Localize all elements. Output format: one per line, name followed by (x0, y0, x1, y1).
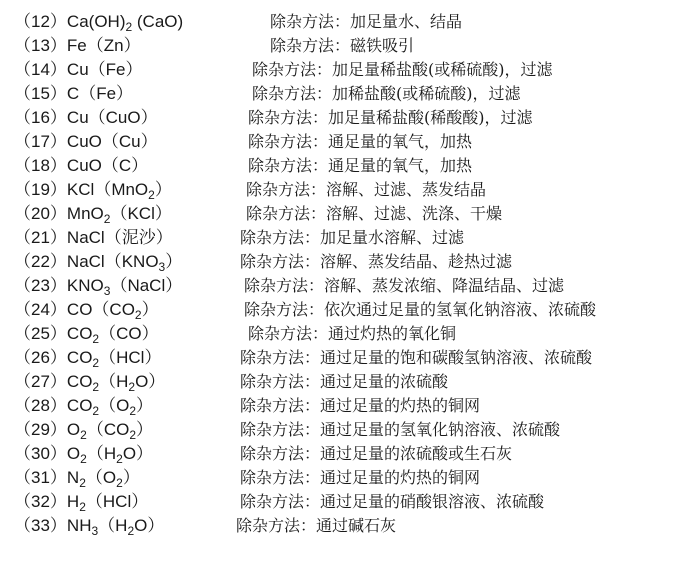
list-item (0, 346, 700, 370)
item-number: （28） (14, 396, 67, 415)
formula-text: （H (86, 444, 117, 463)
item-number: （14） (14, 60, 67, 79)
formula-text: Fe（Zn） (66, 36, 141, 55)
substance-label (14, 250, 182, 275)
formula-text: （O (85, 468, 117, 487)
list-item (0, 10, 700, 34)
subscript: 3 (91, 524, 99, 538)
removal-method: 除杂方法：溶解、过滤、洗涤、干燥 (246, 204, 503, 223)
removal-method: 除杂方法：通过碱石灰 (236, 516, 397, 535)
subscript: 2 (128, 380, 136, 394)
removal-method: 除杂方法：磁铁吸引 (270, 36, 415, 55)
list-item (0, 130, 700, 154)
item-number: （30） (14, 444, 67, 463)
subscript: 2 (125, 20, 133, 34)
formula-text: （NaCl） (110, 276, 183, 295)
formula-text: CuO（Cu） (66, 132, 158, 151)
substance-label (14, 394, 153, 419)
formula-text: Cu（Fe） (66, 60, 143, 79)
item-number: （26） (14, 348, 67, 367)
subscript: 2 (116, 476, 123, 490)
removal-method: 除杂方法：溶解、过滤、蒸发结晶 (246, 180, 487, 199)
substance-label (14, 154, 148, 178)
substance-label (14, 442, 153, 467)
substance-label (14, 466, 140, 491)
item-number: （18） (14, 156, 67, 175)
substance-label (14, 202, 172, 227)
removal-method: 除杂方法：通过足量的饱和碳酸氢钠溶液、浓硫酸 (240, 348, 593, 367)
formula-text: （CO (86, 420, 130, 439)
removal-method: 除杂方法：通足量的氧气，加热 (248, 132, 473, 151)
list-item (0, 58, 700, 82)
substance-label (14, 130, 158, 154)
substance-label (14, 274, 182, 299)
formula-text: (CaO) (132, 12, 184, 31)
formula-text: O (66, 420, 81, 439)
substance-label (14, 346, 161, 371)
formula-text: CO (66, 372, 93, 391)
list-item (0, 490, 700, 514)
subscript: 2 (103, 212, 111, 226)
item-number: （22） (14, 252, 67, 271)
substance-label (14, 322, 159, 347)
list-item (0, 34, 700, 58)
formula-text: CO（CO (66, 300, 135, 319)
removal-method: 除杂方法：加足量水溶解、过滤 (240, 228, 465, 247)
removal-method: 除杂方法：加足量稀盐酸(或稀硫酸)，过滤 (252, 60, 553, 79)
substance-label (14, 418, 153, 443)
subscript: 2 (79, 476, 86, 490)
list-item (0, 226, 700, 250)
item-number: （29） (14, 420, 67, 439)
substance-label (14, 10, 183, 35)
formula-text: NaCl（KNO (66, 252, 159, 271)
removal-method: 除杂方法：溶解、蒸发结晶、趁热过滤 (240, 252, 513, 271)
formula-text: （CO） (99, 324, 159, 343)
formula-text: ） (122, 468, 140, 487)
formula-text: ） (154, 180, 172, 199)
list-item (0, 106, 700, 130)
substance-label (14, 34, 141, 58)
removal-method: 除杂方法：通过足量的浓硫酸 (240, 372, 449, 391)
subscript: 3 (103, 284, 111, 298)
formula-text: ） (136, 396, 154, 415)
formula-text: KCl（MnO (66, 180, 149, 199)
substance-label (14, 226, 173, 250)
formula-text: N (66, 468, 80, 487)
subscript: 2 (116, 452, 123, 466)
list-item (0, 394, 700, 418)
item-number: （13） (14, 36, 67, 55)
formula-text: O） (134, 516, 165, 535)
list-item (0, 442, 700, 466)
substance-label (14, 106, 158, 130)
subscript: 2 (129, 428, 137, 442)
formula-text: NH (66, 516, 92, 535)
removal-method: 除杂方法：依次通过足量的氢氧化钠溶液、浓硫酸 (244, 300, 597, 319)
list-item (0, 154, 700, 178)
item-number: （31） (14, 468, 67, 487)
list-item (0, 250, 700, 274)
item-number: （20） (14, 204, 67, 223)
substance-label (14, 58, 143, 82)
subscript: 3 (158, 260, 166, 274)
item-number: （16） (14, 108, 67, 127)
item-number: （25） (14, 324, 67, 343)
list-item (0, 202, 700, 226)
removal-method: 除杂方法：加稀盐酸(或稀硫酸)，过滤 (252, 84, 521, 103)
list-item (0, 298, 700, 322)
list-item (0, 82, 700, 106)
formula-text: CuO（C） (66, 156, 149, 175)
removal-method: 除杂方法：加足量稀盐酸(稀酸酸)，过滤 (248, 108, 533, 127)
subscript: 2 (92, 380, 100, 394)
formula-text: ） (136, 420, 154, 439)
subscript: 2 (148, 188, 155, 202)
formula-text: ） (141, 300, 159, 319)
subscript: 2 (80, 452, 87, 466)
formula-text: CO (66, 348, 93, 367)
substance-label (14, 490, 148, 515)
list-item (0, 322, 700, 346)
list-item (0, 418, 700, 442)
subscript: 2 (92, 404, 100, 418)
formula-text: （HCl） (85, 492, 149, 511)
subscript: 2 (134, 308, 142, 322)
item-number: （21） (14, 228, 67, 247)
formula-text: （HCl） (99, 348, 162, 367)
removal-method: 除杂方法：加足量水、结晶 (270, 12, 463, 31)
subscript: 2 (80, 428, 87, 442)
subscript: 2 (79, 500, 86, 514)
subscript: 2 (129, 404, 137, 418)
formula-text: CO (66, 324, 93, 343)
formula-text: O） (122, 444, 154, 463)
item-number: （24） (14, 300, 67, 319)
subscript: 2 (92, 356, 100, 370)
formula-text: （KCl） (110, 204, 172, 223)
removal-method: 除杂方法：通过灼热的氧化铜 (248, 324, 457, 343)
formula-text: （H (98, 516, 128, 535)
substance-label (14, 82, 133, 106)
formula-text: （H (99, 372, 129, 391)
formula-text: ） (165, 252, 183, 271)
formula-text: NaCl（泥沙） (66, 228, 173, 247)
formula-text: KNO (66, 276, 104, 295)
formula-text: O） (135, 372, 166, 391)
item-number: （27） (14, 372, 67, 391)
formula-text: （O (99, 396, 130, 415)
formula-text: MnO (66, 204, 104, 223)
subscript: 2 (127, 524, 135, 538)
formula-text: CO (66, 396, 93, 415)
removal-method: 除杂方法：通过足量的灼热的铜网 (240, 396, 481, 415)
subscript: 2 (92, 332, 100, 346)
list-item (0, 274, 700, 298)
formula-text: O (66, 444, 81, 463)
substance-label (14, 370, 165, 395)
list-item (0, 178, 700, 202)
formula-text: Cu（CuO） (66, 108, 158, 127)
formula-text: Ca(OH) (66, 12, 126, 31)
item-number: （33） (14, 516, 67, 535)
removal-method: 除杂方法：通过足量的氢氧化钠溶液、浓硫酸 (240, 420, 561, 439)
removal-method: 除杂方法：通过足量的灼热的铜网 (240, 468, 481, 487)
removal-method: 除杂方法：通过足量的硝酸银溶液、浓硫酸 (240, 492, 545, 511)
substance-label (14, 298, 159, 323)
item-number: （15） (14, 84, 67, 103)
substance-label (14, 514, 164, 539)
removal-method: 除杂方法：通过足量的浓硫酸或生石灰 (240, 444, 513, 463)
removal-method: 除杂方法：通足量的氧气，加热 (248, 156, 473, 175)
item-number: （23） (14, 276, 67, 295)
formula-text: H (66, 492, 80, 511)
list-item (0, 466, 700, 490)
substance-label (14, 178, 172, 203)
item-number: （32） (14, 492, 67, 511)
list-item (0, 514, 700, 538)
item-number: （12） (14, 12, 67, 31)
item-number: （17） (14, 132, 67, 151)
list-item (0, 370, 700, 394)
formula-text: C（Fe） (66, 84, 134, 103)
removal-method: 除杂方法：溶解、蒸发浓缩、降温结晶、过滤 (244, 276, 565, 295)
item-number: （19） (14, 180, 67, 199)
